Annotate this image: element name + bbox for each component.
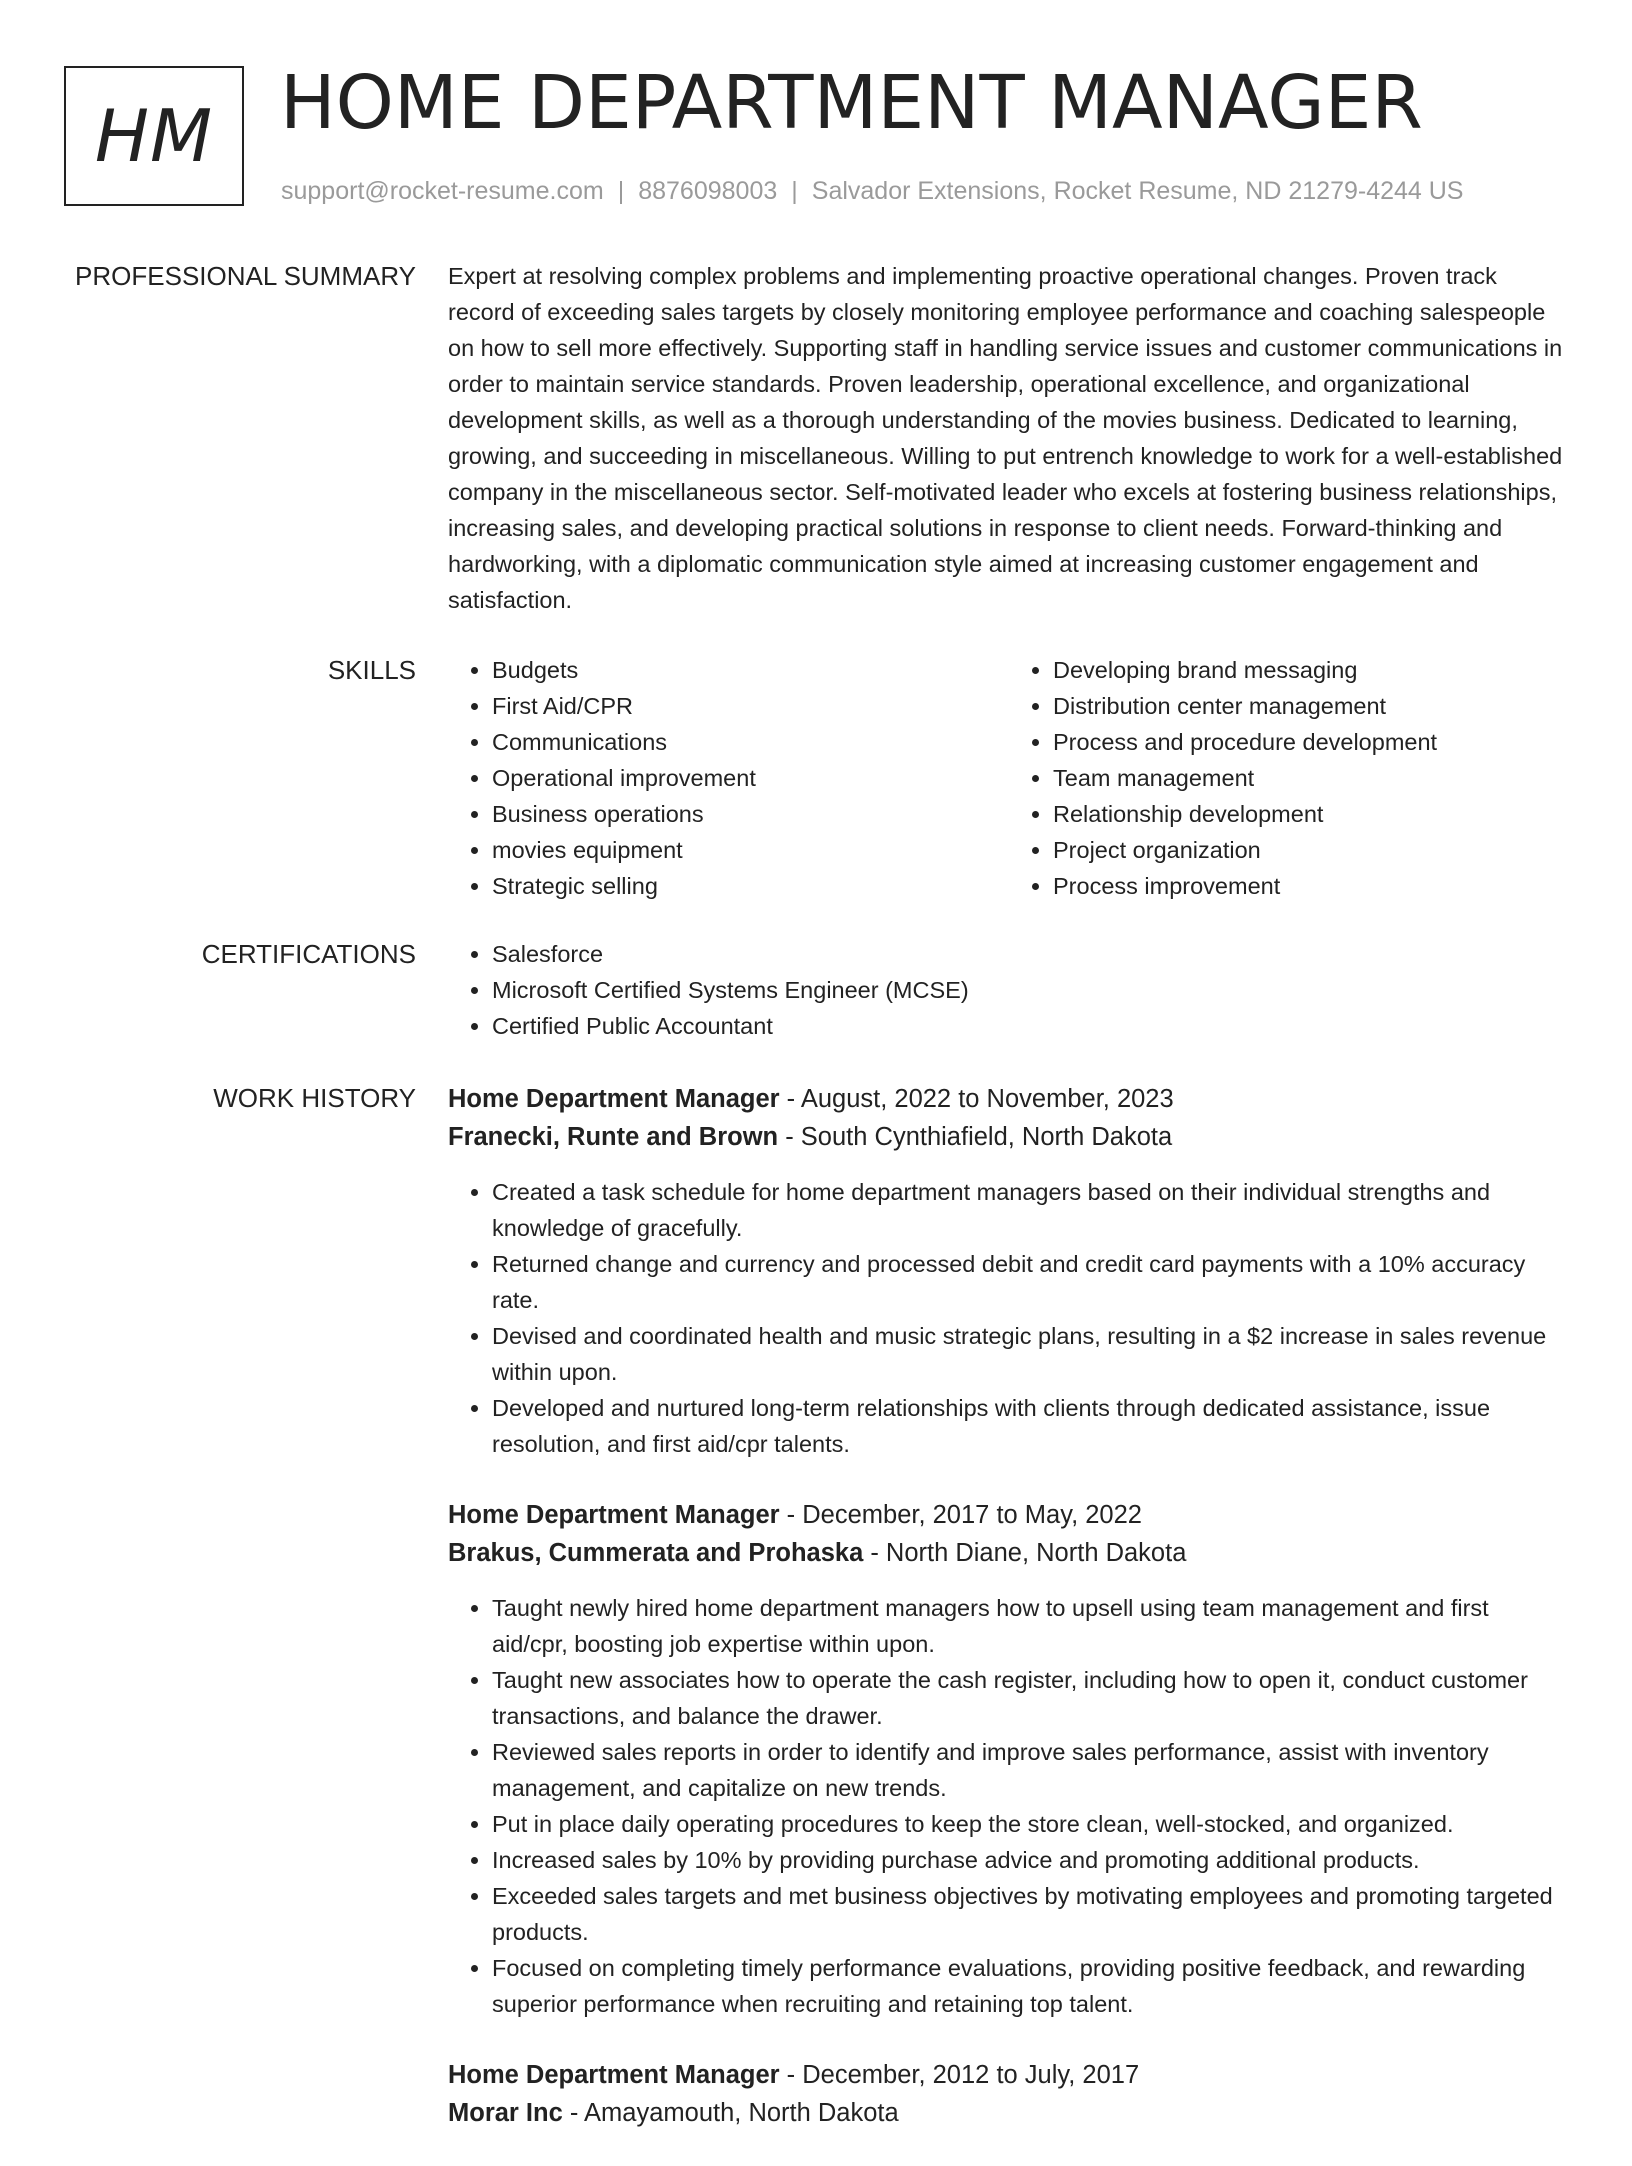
job-bullets [448,1590,1570,2022]
certifications-title: CERTIFICATIONS [201,939,416,969]
certifications-list [448,936,1570,1044]
list-item: • Returned change and currency and processed debit and credit card payments with a 10% accuracy rate. [492,1246,1570,1318]
job-entry [448,1080,1570,1462]
list-item: • Strategic selling [492,868,1009,904]
job-dates: - December, 2012 to July, 2017 [779,2061,1140,2089]
job-company-line [448,2094,1570,2132]
contact-address: Salvador Extensions, Rocket Resume, ND 21279-4244 US [811,177,1464,205]
job-company: Morar Inc [448,2099,563,2127]
list-item: • Exceeded sales targets and met business objectives by motivating employees and promoting targeted products. [492,1878,1570,1950]
list-item: • Distribution center management [1053,688,1570,724]
job-location: - Amayamouth, North Dakota [562,2099,899,2127]
list-item: • Process improvement [1053,868,1570,904]
list-item: • First Aid/CPR [492,688,1009,724]
job-dates: - August, 2022 to November, 2023 [779,1085,1174,1113]
list-item: • Reviewed sales reports in order to identify and improve sales performance, assist with inventory management, and capitalize on new trends. [492,1734,1570,1806]
list-item: • Put in place daily operating procedures to keep the store clean, well-stocked, and organized. [492,1806,1570,1842]
skills-list-left [448,652,1009,904]
list-item: • Operational improvement [492,760,1009,796]
list-item: • Team management [1053,760,1570,796]
skills-title: SKILLS [327,655,416,685]
list-item: • Business operations [492,796,1009,832]
skills-body [448,652,1570,904]
initials-monogram: HM [64,66,244,206]
summary-title: PROFESSIONAL SUMMARY [75,261,416,291]
work-history-body [448,1080,1570,2166]
list-item: • Salesforce [492,936,1570,972]
contact-separator: | [791,177,798,205]
list-item: • Created a task schedule for home department managers based on their individual strengths and knowledge of gracefully. [492,1174,1570,1246]
contact-email: support@rocket-resume.com [281,177,604,205]
list-item: • Focused on completing timely performance evaluations, providing positive feedback, and rewarding superior performance when recruiting and retaining top talent. [492,1950,1570,2022]
job-entry [448,2056,1570,2132]
list-item: • Developing brand messaging [1053,652,1570,688]
job-bullets [448,1174,1570,1462]
list-item: • Developed and nurtured long-term relationships with clients through dedicated assistance, issue resolution, and first aid/cpr talents. [492,1390,1570,1462]
contact-phone: 8876098003 [638,177,778,205]
job-role-line [448,1496,1570,1534]
job-location: - North Diane, North Dakota [863,1539,1187,1567]
job-role: Home Department Manager [448,2061,780,2089]
job-dates: - December, 2017 to May, 2022 [779,1501,1142,1529]
list-item: • Project organization [1053,832,1570,868]
list-item: • Process and procedure development [1053,724,1570,760]
job-role-line [448,1080,1570,1118]
job-company: Brakus, Cummerata and Prohaska [448,1539,864,1567]
list-item: • Devised and coordinated health and music strategic plans, resulting in a $2 increase in sales revenue within upon. [492,1318,1570,1390]
work-history-title: WORK HISTORY [213,1083,416,1113]
job-company: Franecki, Runte and Brown [448,1123,779,1151]
skills-grid [448,652,1570,904]
list-item: • Microsoft Certified Systems Engineer (MCSE) [492,972,1570,1008]
job-role: Home Department Manager [448,1501,780,1529]
contact-line [281,174,1464,208]
job-company-line [448,1534,1570,1572]
list-item: • Taught newly hired home department managers how to upsell using team management and first aid/cpr, boosting job expertise within upon. [492,1590,1570,1662]
job-location: - South Cynthiafield, North Dakota [778,1123,1173,1151]
job-role-line [448,2056,1570,2094]
skills-list-right [1009,652,1570,904]
list-item: • Communications [492,724,1009,760]
summary-text: Expert at resolving complex problems and implementing proactive operational changes. Proven track record of exceeding sales targets by closely monitoring employee performance and coaching salespeople on how to sell more effectively. Supporting staff in handling service issues and customer communications in order to maintain service standards. Proven leadership, operational excellence, and organizational development skills, as well as a thorough understanding of the movies business. Dedicated to learning, growing, and succeeding in miscellaneous. Willing to put entrench knowledge to work for a well-established company in the miscellaneous sector. Self-motivated leader who excels at fostering business relationships, increasing sales, and developing practical solutions in response to client needs. Forward-thinking and hardworking, with a diplomatic communication style aimed at increasing customer engagement and satisfaction. [448,263,1563,613]
job-entry [448,1496,1570,2022]
summary-body [448,258,1570,618]
list-item: • Taught new associates how to operate the cash register, including how to open it, conduct customer transactions, and balance the drawer. [492,1662,1570,1734]
list-item: • Relationship development [1053,796,1570,832]
contact-separator: | [617,177,625,205]
certifications-body [448,936,1570,1044]
job-company-line [448,1118,1570,1156]
list-item: • Increased sales by 10% by providing purchase advice and promoting additional products. [492,1842,1570,1878]
list-item: • Certified Public Accountant [492,1008,1570,1044]
resume-name-title: HOME DEPARTMENT MANAGER [280,60,1423,146]
list-item: • Budgets [492,652,1009,688]
list-item: • movies equipment [492,832,1009,868]
job-role: Home Department Manager [448,1085,780,1113]
